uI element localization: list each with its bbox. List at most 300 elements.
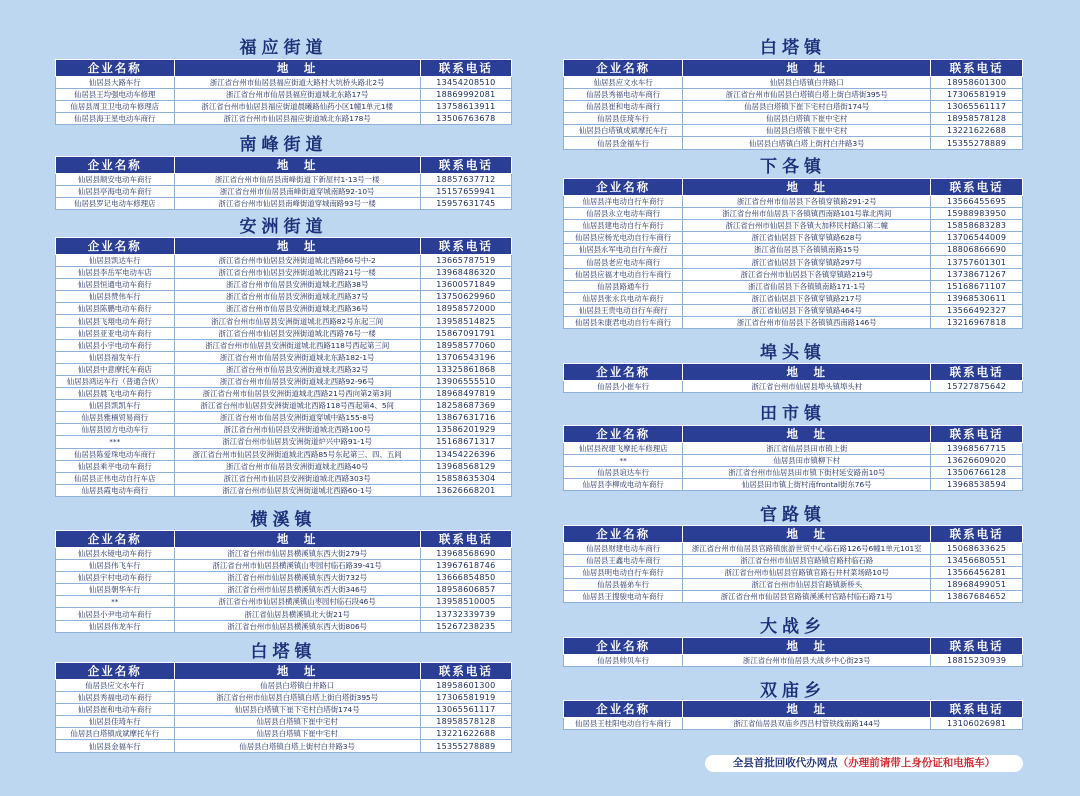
table-row bbox=[56, 448, 512, 460]
table-row bbox=[564, 316, 1023, 328]
cell-company-name: 仙居县应杨光电动自行车商行 bbox=[564, 232, 683, 244]
cell-phone: 13506763678 bbox=[420, 113, 511, 125]
cell-company-name: 仙居县朱康君电动自行车商行 bbox=[564, 316, 683, 328]
cell-phone: 13221622688 bbox=[931, 125, 1023, 137]
cell-phone: 13867684652 bbox=[931, 591, 1023, 603]
header-name: 企业名称 bbox=[564, 701, 683, 718]
cell-phone: 13968568690 bbox=[420, 548, 511, 560]
header-address: 地 址 bbox=[174, 157, 420, 174]
cell-address: 浙江省台州市仙居县大战乡中心街23号 bbox=[683, 655, 931, 667]
cell-phone: 15157659941 bbox=[420, 186, 511, 198]
cell-company-name: 仙居县李岳军电动车店 bbox=[56, 267, 175, 279]
table-row bbox=[56, 608, 512, 620]
cell-phone: 15858635304 bbox=[420, 472, 511, 484]
cell-phone: 18958578128 bbox=[931, 113, 1023, 125]
cell-address: 浙江省台州市仙居县下各镇镇西南路146号 bbox=[683, 316, 931, 328]
cell-address: 浙江省仙居县下各镇穿镇路464号 bbox=[683, 304, 931, 316]
cell-company-name: 仙居县飞翔电动车商行 bbox=[56, 315, 175, 327]
table-row bbox=[56, 174, 512, 186]
cell-company-name: 仙居县王桂阳电动自行车商行 bbox=[564, 718, 683, 730]
footer-banner bbox=[705, 755, 1023, 772]
cell-address: 浙江省台州市仙居县安洲街道城北西路32号 bbox=[174, 363, 420, 375]
table-xiage bbox=[563, 178, 1023, 329]
table-row bbox=[56, 255, 512, 267]
table-row bbox=[56, 584, 512, 596]
table-row bbox=[564, 567, 1023, 579]
table-row bbox=[564, 208, 1023, 220]
cell-phone: 18958572000 bbox=[420, 303, 511, 315]
table-row bbox=[56, 351, 512, 363]
table-row bbox=[564, 655, 1023, 667]
header-address: 地 址 bbox=[683, 526, 931, 543]
table-row bbox=[56, 101, 512, 113]
cell-phone: 13968530611 bbox=[931, 292, 1023, 304]
cell-phone: 13958514825 bbox=[420, 315, 511, 327]
cell-company-name: 仙居县海王星电动车商行 bbox=[56, 113, 175, 125]
section-title-baita: 白塔镇 bbox=[760, 38, 826, 58]
cell-company-name: 仙居县园方电动车行 bbox=[56, 424, 175, 436]
cell-company-name: 仙居县永军电动自行车商行 bbox=[564, 244, 683, 256]
cell-phone: 13757601301 bbox=[931, 256, 1023, 268]
section-title-dazhan: 大战乡 bbox=[760, 617, 826, 637]
cell-phone: 15267238235 bbox=[420, 620, 511, 632]
cell-company-name: 仙居县崔和电动车商行 bbox=[564, 101, 683, 113]
table-butou bbox=[563, 363, 1023, 393]
header-address: 地 址 bbox=[174, 60, 420, 77]
table-row bbox=[56, 704, 512, 716]
cell-address: 浙江省台州市仙居县安洲街道城北西路92-96号 bbox=[174, 375, 420, 387]
cell-address: 仙居县白塔镇下崔中宅村 bbox=[683, 125, 931, 137]
cell-address: 仙居县白塔镇下崔下宅村白塔街174号 bbox=[683, 101, 931, 113]
table-row bbox=[564, 89, 1023, 101]
cell-company-name: 仙居县福弟车行 bbox=[564, 579, 683, 591]
cell-company-name: 仙居县雅楠贸易商行 bbox=[56, 412, 175, 424]
table-row bbox=[56, 560, 512, 572]
table-row bbox=[564, 220, 1023, 232]
cell-phone: 18958606857 bbox=[420, 584, 511, 596]
header-name: 企业名称 bbox=[564, 60, 683, 77]
cell-phone: 13906555510 bbox=[420, 375, 511, 387]
cell-company-name: 仙居县小宇电动车商行 bbox=[56, 339, 175, 351]
cell-company-name: 仙居县祝建飞摩托车修理店 bbox=[564, 443, 683, 455]
cell-company-name: 仙居县白塔镇成斌摩托车行 bbox=[56, 728, 175, 740]
cell-company-name: 仙居县伟飞车行 bbox=[56, 560, 175, 572]
section-title-shuangmiao: 双庙乡 bbox=[760, 681, 826, 701]
cell-address: 浙江省台州市仙居县下各镇穿镇路291-2号 bbox=[683, 196, 931, 208]
cell-company-name: 仙居县白塔镇成斌摩托车行 bbox=[564, 125, 683, 137]
table-fuying bbox=[55, 59, 512, 125]
table-row bbox=[56, 339, 512, 351]
cell-phone: 15957631745 bbox=[420, 198, 511, 210]
table-row bbox=[56, 77, 512, 89]
cell-address: 仙居县白塔镇白塔上街村白井路3号 bbox=[683, 137, 931, 149]
cell-address: 仙居县白塔镇下崔中宅村 bbox=[174, 716, 420, 728]
cell-phone: 13626609020 bbox=[931, 455, 1023, 467]
cell-address: 浙江省台州市仙居县安洲街道城北西路66号中-2 bbox=[174, 255, 420, 267]
cell-company-name: 仙居县小崔车行 bbox=[564, 381, 683, 393]
table-header-row bbox=[564, 701, 1023, 718]
header-phone: 联系电话 bbox=[420, 531, 511, 548]
table-shuangmiao bbox=[563, 700, 1023, 730]
cell-company-name: 仙居县罗记电动车修理店 bbox=[56, 198, 175, 210]
cell-address: 浙江省仙居县下各镇穿镇路628号 bbox=[683, 232, 931, 244]
table-row bbox=[564, 268, 1023, 280]
cell-address: 仙居县白塔镇下崔中宅村 bbox=[683, 113, 931, 125]
table-row bbox=[56, 363, 512, 375]
cell-company-name: 仙居县王均强电动车修理 bbox=[56, 89, 175, 101]
cell-address: 浙江省台州市仙居县横溪镇东西大街346号 bbox=[174, 584, 420, 596]
table-row bbox=[56, 424, 512, 436]
cell-address: 浙江省台州市仙居县南峰街道下新屋村1-13号一楼 bbox=[174, 174, 420, 186]
cell-address: 浙江省台州市仙居县安洲街道城北西路76号一楼 bbox=[174, 327, 420, 339]
cell-address: 浙江省台州市仙居县横溪镇东西大街279号 bbox=[174, 548, 420, 560]
cell-address: 浙江省仙居县横溪镇北大街21号 bbox=[174, 608, 420, 620]
cell-phone: 18958601300 bbox=[420, 680, 511, 692]
cell-company-name: 仙居县应文水车行 bbox=[564, 77, 683, 89]
cell-phone: 18258687369 bbox=[420, 400, 511, 412]
cell-company-name: 仙居县李柳成电动车商行 bbox=[564, 479, 683, 491]
cell-phone: 17306581919 bbox=[931, 89, 1023, 101]
cell-phone: 13968486320 bbox=[420, 267, 511, 279]
header-address: 地 址 bbox=[174, 238, 420, 255]
table-row bbox=[564, 455, 1023, 467]
section-title-xiage: 下各镇 bbox=[760, 157, 826, 177]
cell-address: 浙江省台州市仙居县南峰街道穿城南路92-10号 bbox=[174, 186, 420, 198]
cell-company-name: 仙居县永立电动车商行 bbox=[564, 208, 683, 220]
cell-phone: 13706544009 bbox=[931, 232, 1023, 244]
cell-address: 仙居县白塔镇白井路口 bbox=[683, 77, 931, 89]
cell-phone: 15068633625 bbox=[931, 543, 1023, 555]
table-row bbox=[56, 279, 512, 291]
table-row bbox=[564, 591, 1023, 603]
cell-company-name: 仙居县秀福电动车商行 bbox=[564, 89, 683, 101]
cell-phone: 17306581919 bbox=[420, 692, 511, 704]
cell-address: 仙居县田市镇上街村南frontal街东76号 bbox=[683, 479, 931, 491]
cell-phone: 13738671267 bbox=[931, 268, 1023, 280]
table-row bbox=[56, 740, 512, 752]
cell-company-name: 仙居县洋电动自行车商行 bbox=[564, 196, 683, 208]
cell-company-name: 仙居县伟龙车行 bbox=[56, 620, 175, 632]
table-header-row bbox=[56, 157, 512, 174]
cell-company-name: 仙居县大路车行 bbox=[56, 77, 175, 89]
header-address: 地 址 bbox=[683, 701, 931, 718]
table-header-row bbox=[564, 364, 1023, 381]
cell-phone: 13750629960 bbox=[420, 291, 511, 303]
cell-company-name: 仙居县老应电动车商行 bbox=[564, 256, 683, 268]
cell-address: 浙江省台州市仙居县下各镇镇西南路101号靠北两间 bbox=[683, 208, 931, 220]
table-row bbox=[564, 113, 1023, 125]
cell-address: 浙江省台州市仙居县安洲街道城北西路82号东起三间 bbox=[174, 315, 420, 327]
cell-company-name: 仙居县鸿运车行（普通合伙） bbox=[56, 375, 175, 387]
header-phone: 联系电话 bbox=[420, 238, 511, 255]
cell-address: 浙江省台州市仙居县安洲街道城北西路21号西向第2第3间 bbox=[174, 388, 420, 400]
cell-address: 浙江省台州市仙居县安洲街道炉兴中路91-1号 bbox=[174, 436, 420, 448]
cell-company-name: 仙居县财建电动车商行 bbox=[564, 543, 683, 555]
table-row bbox=[56, 186, 512, 198]
table-row bbox=[56, 303, 512, 315]
cell-address: 浙江省台州市仙居县安洲街道城北西路21号一楼 bbox=[174, 267, 420, 279]
cell-address: 浙江省台州市仙居县福应街道晨曦路仙药小区1幢1单元1楼 bbox=[174, 101, 420, 113]
cell-phone: 15168671107 bbox=[931, 280, 1023, 292]
cell-company-name: ** bbox=[564, 455, 683, 467]
cell-company-name: 仙居县恒通电动车商行 bbox=[56, 279, 175, 291]
cell-address: 浙江省台州市仙居县下各镇大加移民村路口第二幢 bbox=[683, 220, 931, 232]
cell-phone: 13732339739 bbox=[420, 608, 511, 620]
header-name: 企业名称 bbox=[56, 157, 175, 174]
table-header-row bbox=[56, 238, 512, 255]
header-address: 地 址 bbox=[174, 663, 420, 680]
table-row bbox=[564, 232, 1023, 244]
table-row bbox=[56, 267, 512, 279]
cell-address: 浙江省台州市仙居县安洲街道城北西路40号 bbox=[174, 460, 420, 472]
table-tianshi bbox=[563, 425, 1023, 491]
cell-phone: 18857637712 bbox=[420, 174, 511, 186]
cell-address: 仙居县白塔镇白井路口 bbox=[174, 680, 420, 692]
table-row bbox=[56, 548, 512, 560]
cell-address: 浙江省仙居县下各镇镇南路171-1号 bbox=[683, 280, 931, 292]
table-row bbox=[564, 137, 1023, 149]
cell-company-name: 仙居县明电动自行车商行 bbox=[564, 567, 683, 579]
cell-address: 浙江省台州市仙居县安洲街道城北西路60-1号 bbox=[174, 484, 420, 496]
cell-phone: 13456680551 bbox=[931, 555, 1023, 567]
section-title-fuying: 福应街道 bbox=[239, 38, 328, 58]
header-phone: 联系电话 bbox=[931, 701, 1023, 718]
header-address: 地 址 bbox=[683, 364, 931, 381]
table-header-row bbox=[564, 638, 1023, 655]
table-header-row bbox=[564, 426, 1023, 443]
table-row bbox=[56, 728, 512, 740]
cell-company-name: 仙居县陈爱珠电动车商行 bbox=[56, 448, 175, 460]
cell-address: 浙江省台州市仙居县安洲街道城北西路38号 bbox=[174, 279, 420, 291]
section-title-baita: 白塔镇 bbox=[250, 642, 317, 662]
header-address: 地 址 bbox=[683, 426, 931, 443]
header-phone: 联系电话 bbox=[931, 60, 1023, 77]
cell-phone: 15867091791 bbox=[420, 327, 511, 339]
table-row bbox=[564, 292, 1023, 304]
cell-company-name: 仙居县小尹电动车商行 bbox=[56, 608, 175, 620]
cell-company-name: 仙居县张永兵电动车商行 bbox=[564, 292, 683, 304]
header-phone: 联系电话 bbox=[420, 663, 511, 680]
cell-company-name: 仙居县亚亚电动车商行 bbox=[56, 327, 175, 339]
table-row bbox=[56, 620, 512, 632]
header-phone: 联系电话 bbox=[931, 179, 1023, 196]
cell-phone: 13566492327 bbox=[931, 304, 1023, 316]
cell-phone: 18968497819 bbox=[420, 388, 511, 400]
cell-phone: 15988983950 bbox=[931, 208, 1023, 220]
cell-address: 浙江省仙居县田市镇上街 bbox=[683, 443, 931, 455]
header-address: 地 址 bbox=[683, 179, 931, 196]
table-guanlu bbox=[563, 525, 1023, 603]
table-row bbox=[564, 304, 1023, 316]
cell-company-name: 仙居县霞电动车商行 bbox=[56, 484, 175, 496]
table-row bbox=[564, 256, 1023, 268]
cell-phone: 13566455695 bbox=[931, 196, 1023, 208]
section-title-nanfeng: 南峰街道 bbox=[239, 135, 328, 155]
cell-phone: 13958510005 bbox=[420, 596, 511, 608]
cell-phone: 18806866690 bbox=[931, 244, 1023, 256]
cell-company-name: 仙居县帅贝车行 bbox=[564, 655, 683, 667]
table-row bbox=[564, 443, 1023, 455]
table-row bbox=[564, 280, 1023, 292]
cell-phone: 13106026981 bbox=[931, 718, 1023, 730]
table-row bbox=[56, 412, 512, 424]
cell-company-name: 仙居县赞伟车行 bbox=[56, 291, 175, 303]
table-row bbox=[56, 291, 512, 303]
cell-phone: 13454226396 bbox=[420, 448, 511, 460]
table-row bbox=[56, 436, 512, 448]
cell-address: 浙江省台州市仙居县安洲街道城北西路85号东起第三、四、五间 bbox=[174, 448, 420, 460]
table-row bbox=[56, 596, 512, 608]
table-header-row bbox=[56, 60, 512, 77]
cell-phone: 13586201929 bbox=[420, 424, 511, 436]
table-header-row bbox=[56, 531, 512, 548]
cell-phone: 13454208510 bbox=[420, 77, 511, 89]
cell-company-name: 仙居县凯凯车行 bbox=[56, 400, 175, 412]
section-title-guanlu: 官路镇 bbox=[760, 505, 826, 525]
cell-phone: 13867631716 bbox=[420, 412, 511, 424]
cell-company-name: 仙居县王搜骏电动车商行 bbox=[564, 591, 683, 603]
cell-company-name: 仙居县佳琦车行 bbox=[564, 113, 683, 125]
cell-address: 浙江省台州市仙居县安洲街道城北西路118号西起第4、5间 bbox=[174, 400, 420, 412]
header-address: 地 址 bbox=[683, 60, 931, 77]
table-header-row bbox=[56, 663, 512, 680]
cell-address: 浙江省台州市仙居县安洲街道城北西路303号 bbox=[174, 472, 420, 484]
header-phone: 联系电话 bbox=[420, 60, 511, 77]
cell-phone: 13706543196 bbox=[420, 351, 511, 363]
table-dazhan bbox=[563, 637, 1023, 667]
cell-company-name: 仙居县陈鹏电动车商行 bbox=[56, 303, 175, 315]
table-baita bbox=[563, 59, 1023, 150]
cell-address: 浙江省台州市仙居县南峰街道穿城南路93号一楼 bbox=[174, 198, 420, 210]
cell-company-name: 仙居县崔和电动车商行 bbox=[56, 704, 175, 716]
table-row bbox=[56, 716, 512, 728]
cell-address: 浙江省台州市仙居县福应街道城北东路17号 bbox=[174, 89, 420, 101]
cell-address: 浙江省台州市仙居县白塔镇白塔上街白塔街395号 bbox=[174, 692, 420, 704]
cell-phone: 15858683283 bbox=[931, 220, 1023, 232]
table-row bbox=[56, 113, 512, 125]
cell-phone: 18958578128 bbox=[420, 716, 511, 728]
section-title-butou: 埠头镇 bbox=[760, 343, 826, 363]
header-name: 企业名称 bbox=[56, 531, 175, 548]
cell-company-name: *** bbox=[56, 436, 175, 448]
section-title-hengxi: 横溪镇 bbox=[250, 510, 317, 530]
header-name: 企业名称 bbox=[564, 526, 683, 543]
cell-phone: 13506766128 bbox=[931, 467, 1023, 479]
cell-phone: 13968568129 bbox=[420, 460, 511, 472]
cell-phone: 13325861868 bbox=[420, 363, 511, 375]
header-address: 地 址 bbox=[174, 531, 420, 548]
cell-address: 浙江省台州市仙居县下各镇穿镇路219号 bbox=[683, 268, 931, 280]
cell-company-name: 仙居县顺安电动车商行 bbox=[56, 174, 175, 186]
cell-address: 浙江省台州市仙居县安洲街道穿城中路155-8号 bbox=[174, 412, 420, 424]
table-row bbox=[56, 327, 512, 339]
table-row bbox=[56, 198, 512, 210]
cell-company-name: 仙居县谊达车行 bbox=[564, 467, 683, 479]
header-phone: 联系电话 bbox=[931, 638, 1023, 655]
cell-phone: 18958601300 bbox=[931, 77, 1023, 89]
cell-address: 浙江省台州市仙居县官路镇旅游世贸中心临石路126号6幢1单元101室 bbox=[683, 543, 931, 555]
cell-company-name: 仙居县佳琦车行 bbox=[56, 716, 175, 728]
cell-phone: 13967618746 bbox=[420, 560, 511, 572]
cell-company-name: 仙居县应文水车行 bbox=[56, 680, 175, 692]
cell-phone: 15727875642 bbox=[931, 381, 1023, 393]
cell-company-name: 仙居县正伟电动自行车店 bbox=[56, 472, 175, 484]
cell-address: 浙江省仙居县双庙乡西吕村管铁线南路144号 bbox=[683, 718, 931, 730]
cell-company-name: 仙居县乘平电动车商行 bbox=[56, 460, 175, 472]
cell-address: 浙江省台州市仙居县横溪镇山枣园村临石路39-41号 bbox=[174, 560, 420, 572]
cell-address: 浙江省台州市仙居县官路镇新桥头 bbox=[683, 579, 931, 591]
cell-phone: 13968538594 bbox=[931, 479, 1023, 491]
cell-address: 浙江省台州市仙居县福应街道大路村大坑桥头路北2号 bbox=[174, 77, 420, 89]
cell-address: 仙居县白塔镇白塔上街村白井路3号 bbox=[174, 740, 420, 752]
cell-phone: 18958577060 bbox=[420, 339, 511, 351]
header-name: 企业名称 bbox=[564, 426, 683, 443]
cell-address: 浙江省仙居县下各镇穿镇路297号 bbox=[683, 256, 931, 268]
table-row bbox=[564, 244, 1023, 256]
cell-address: 浙江省台州市仙居县埠头镇埠头村 bbox=[683, 381, 931, 393]
cell-phone: 13665787519 bbox=[420, 255, 511, 267]
cell-company-name: 仙居县周卫卫电动车修理店 bbox=[56, 101, 175, 113]
header-name: 企业名称 bbox=[56, 663, 175, 680]
table-row bbox=[56, 472, 512, 484]
cell-address: 浙江省台州市仙居县安洲街道城北西路100号 bbox=[174, 424, 420, 436]
cell-company-name: 仙居县王鑫电动车商行 bbox=[564, 555, 683, 567]
cell-address: 仙居县白塔镇下崔下宅村白塔街174号 bbox=[174, 704, 420, 716]
table-row bbox=[56, 484, 512, 496]
cell-company-name: 仙居县中意摩托车商店 bbox=[56, 363, 175, 375]
cell-company-name: 仙居县福发车行 bbox=[56, 351, 175, 363]
cell-address: 浙江省台州市仙居县安洲街道城北西路37号 bbox=[174, 291, 420, 303]
table-row bbox=[56, 375, 512, 387]
table-row bbox=[56, 400, 512, 412]
cell-address: 仙居县白塔镇下崔中宅村 bbox=[174, 728, 420, 740]
cell-address: 浙江省台州市仙居县官路镇溪溪村官路村临石路71号 bbox=[683, 591, 931, 603]
cell-phone: 18815230939 bbox=[931, 655, 1023, 667]
cell-phone: 13566456281 bbox=[931, 567, 1023, 579]
cell-address: 浙江省台州市仙居县白塔镇白塔上街白塔街395号 bbox=[683, 89, 931, 101]
cell-address: 浙江省仙居县下各镇镇南路15号 bbox=[683, 244, 931, 256]
table-row bbox=[564, 718, 1023, 730]
table-row bbox=[564, 543, 1023, 555]
cell-company-name: 仙居县水镜电动车商行 bbox=[56, 548, 175, 560]
cell-company-name: 仙居县金福车行 bbox=[56, 740, 175, 752]
cell-company-name: 仙居县王贵电动自行车商行 bbox=[564, 304, 683, 316]
cell-company-name: 仙居县晨飞电动车商行 bbox=[56, 388, 175, 400]
table-header-row bbox=[564, 179, 1023, 196]
table-row bbox=[564, 579, 1023, 591]
cell-phone: 13968567715 bbox=[931, 443, 1023, 455]
cell-address: 浙江省仙居县下各镇穿镇路217号 bbox=[683, 292, 931, 304]
header-phone: 联系电话 bbox=[420, 157, 511, 174]
footer-note: （办理前请带上身份证和电瓶车） bbox=[837, 757, 996, 769]
cell-company-name: 仙居县朝华车行 bbox=[56, 584, 175, 596]
table-row bbox=[56, 460, 512, 472]
header-address: 地 址 bbox=[683, 638, 931, 655]
header-name: 企业名称 bbox=[564, 638, 683, 655]
cell-address: 仙居县田市镇柳下村 bbox=[683, 455, 931, 467]
header-phone: 联系电话 bbox=[931, 364, 1023, 381]
cell-phone: 15168671317 bbox=[420, 436, 511, 448]
table-row bbox=[564, 196, 1023, 208]
cell-phone: 18869992081 bbox=[420, 89, 511, 101]
section-title-anzhou: 安洲街道 bbox=[239, 217, 328, 237]
cell-address: 浙江省台州市仙居县官路镇官路石井村菜场路10号 bbox=[683, 567, 931, 579]
cell-phone: 13758613911 bbox=[420, 101, 511, 113]
cell-address: 浙江省台州市仙居县福应街道城北东路178号 bbox=[174, 113, 420, 125]
cell-address: 浙江省台州市仙居县安洲街道城北西路36号 bbox=[174, 303, 420, 315]
cell-phone: 13221622688 bbox=[420, 728, 511, 740]
cell-company-name: 仙居县建电动自行车商行 bbox=[564, 220, 683, 232]
